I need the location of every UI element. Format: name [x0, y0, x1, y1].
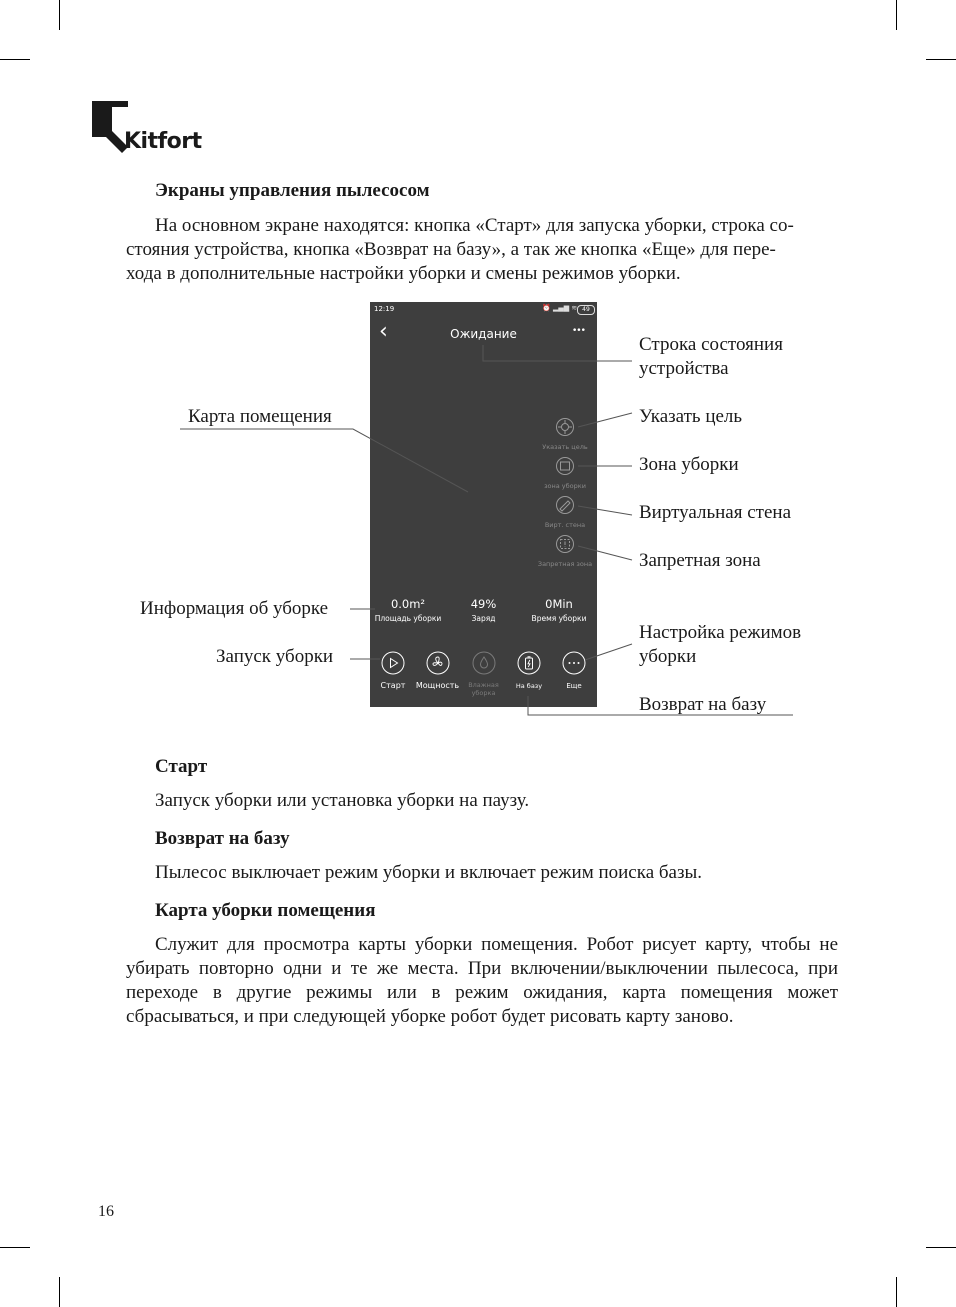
modes-leader-line — [585, 644, 632, 660]
area-label: Площадь уборки — [374, 614, 442, 623]
more-menu-icon[interactable]: ••• — [572, 326, 585, 336]
callout-status-line-1: Строка состояния — [639, 334, 783, 355]
dock-label: На базу — [515, 682, 543, 690]
area-value: 0.0m² — [390, 597, 426, 611]
status-icons: ⏰ ▂▄▆ ≋ — [542, 304, 578, 312]
intro-line-2: стояния устройства, кнопка «Возврат на базу», а так же кнопка «Еще» для пере- — [126, 239, 776, 260]
callout-status-line-2: устройства — [639, 358, 729, 379]
callout-modes-line-1: Настройка режимов — [639, 622, 802, 643]
battery-level: 49 — [582, 306, 590, 313]
map-heading: Карта уборки помещения — [155, 900, 376, 921]
intro-line-1: На основном экране находятся: кнопка «Старт» для запуска уборки, строка со- — [155, 215, 794, 236]
start-label: Старт — [380, 681, 406, 690]
time-label: Время уборки — [531, 614, 587, 623]
callout-return-base: Возврат на базу — [639, 694, 767, 715]
device-status: Ожидание — [450, 327, 517, 341]
status-time: 12:19 — [374, 305, 395, 313]
wall-leader-line — [578, 506, 632, 515]
zone-label: зона уборки — [544, 482, 586, 490]
callout-cleaning-info: Информация об уборке — [140, 598, 329, 619]
forbidden-leader-line — [578, 546, 632, 560]
back-icon[interactable]: ‹ — [379, 319, 388, 344]
callout-zone: Зона уборки — [639, 454, 739, 475]
wet-cleaning-label-2: уборка — [471, 689, 496, 697]
map-text: Служит для просмотра карты уборки помещения. Робот рисует карту, чтобы не убирать повторно одни и те же места. При включении/выключении пылесоса, при переходе в другие режимы или в режим ожидания, карта помещения может сбрасываться, и при следующей уборке робот будет рисовать карту заново. — [126, 934, 838, 1027]
brand-name: Kitfort — [124, 129, 202, 154]
return-text: Пылесос выключает режим уборки и включает режим поиска базы. — [155, 862, 702, 883]
charge-label: Заряд — [471, 614, 496, 623]
charge-value: 49% — [470, 597, 497, 611]
target-label: Указать цель — [542, 443, 588, 451]
power-label: Мощность — [415, 681, 460, 690]
return-heading: Возврат на базу — [155, 828, 290, 849]
callout-modes — [639, 621, 801, 669]
page-number: 16 — [98, 1203, 114, 1220]
section-title: Экраны управления пылесосом — [155, 180, 430, 201]
callout-target: Указать цель — [639, 406, 743, 427]
start-heading: Старт — [155, 756, 208, 777]
callout-start-cleaning: Запуск уборки — [216, 646, 334, 667]
callout-room-map: Карта помещения — [188, 406, 332, 427]
status-leader-line — [483, 345, 632, 361]
callout-forbidden-zone: Запретная зона — [639, 550, 761, 571]
wet-cleaning-label-1: Влажная — [468, 681, 499, 689]
map-leader-line — [180, 429, 468, 492]
more-label: Еще — [566, 682, 582, 690]
target-leader-line — [578, 413, 632, 427]
intro-line-3: хода в дополнительные настройки уборки и смены режимов уборки. — [126, 263, 681, 284]
wall-label: Вирт. стена — [544, 521, 586, 529]
time-value: 0Min — [545, 597, 573, 611]
start-text: Запуск уборки или установка уборки на паузу. — [155, 790, 530, 811]
callout-virtual-wall: Виртуальная стена — [639, 502, 791, 523]
callout-status — [639, 333, 783, 381]
callout-modes-line-2: уборки — [639, 646, 697, 667]
forbidden-zone-label: Запретная зона — [537, 560, 593, 568]
